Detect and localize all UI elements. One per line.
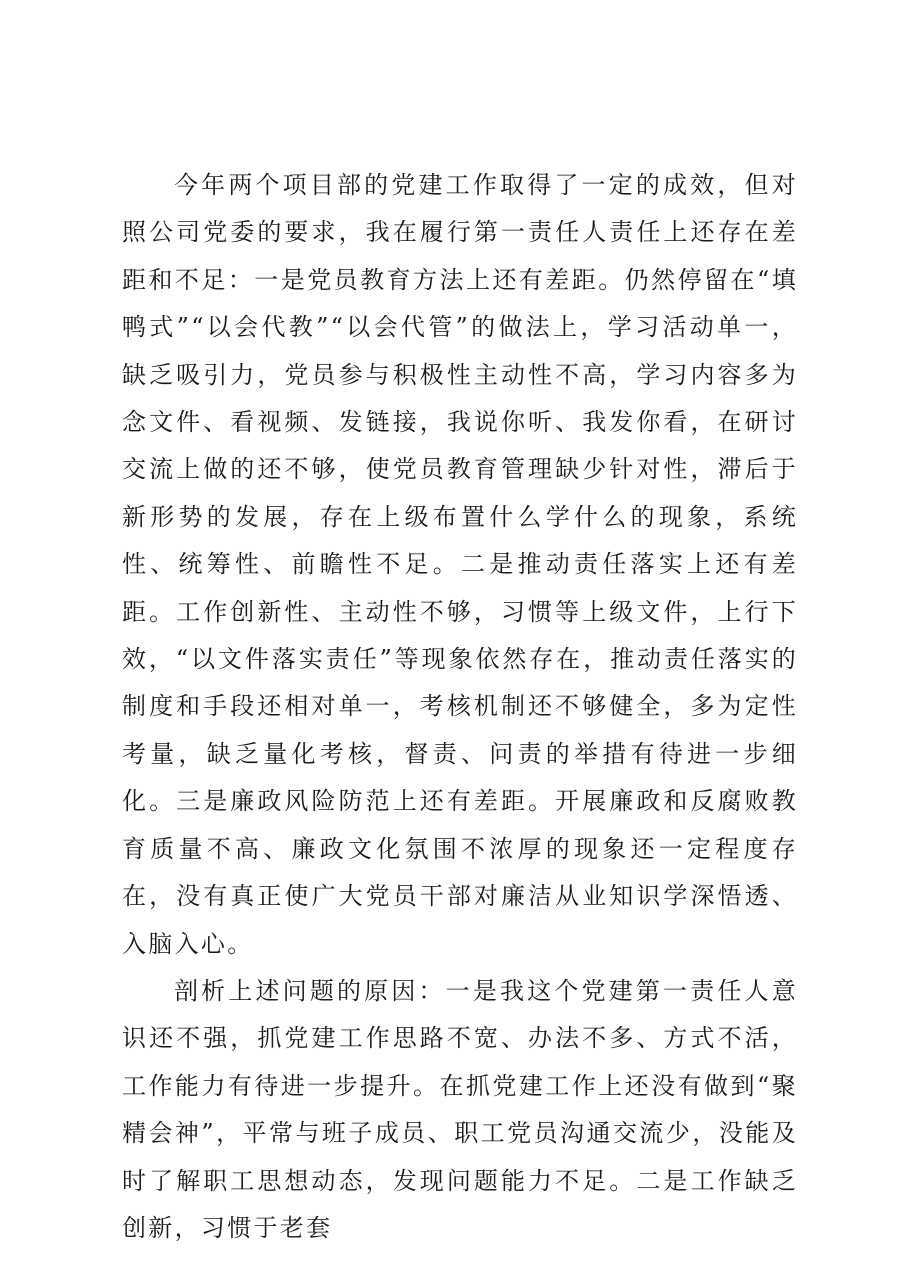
paragraph-shortcomings: 今年两个项目部的党建工作取得了一定的成效，但对照公司党委的要求，我在履行第一责任人责任上还存在差距和不足：一是党员教育方法上还有差距。仍然停留在“填鸭式”“以会代教”“以会代管”的做法上，学习活动单一，缺乏吸引力，党员参与积极性主动性不高，学习内容多为念文件、看视频、发链接，我说你听、我发你看，在研讨交流上做的还不够，使党员教育管理缺少针对性，滞后于新形势的发展，存在上级布置什么学什么的现象，系统性、统筹性、前瞻性不足。二是推动责任落实上还有差距。工作创新性、主动性不够，习惯等上级文件，上行下效，“以文件落实责任”等现象依然存在，推动责任落实的制度和手段还相对单一，考核机制还不够健全，多为定性考量，缺乏量化考核，督责、问责的举措有待进一步细化。三是廉政风险防范上还有差距。开展廉政和反腐败教育质量不高、廉政文化氛围不浓厚的现象还一定程度存在，没有真正使广大党员干部对廉洁从业知识学深悟透、入脑入心。 (122, 171, 798, 958)
paragraph-causes: 剖析上述问题的原因：一是我这个党建第一责任人意识还不强，抓党建工作思路不宽、办法不多、方式不活，工作能力有待进一步提升。在抓党建工作上还没有做到“聚精会神”，平常与班子成员、职工党员沟通交流少，没能及时了解职工思想动态，发现问题能力不足。二是工作缺乏创新，习惯于老套 (122, 976, 798, 1242)
document-body (122, 162, 798, 1252)
